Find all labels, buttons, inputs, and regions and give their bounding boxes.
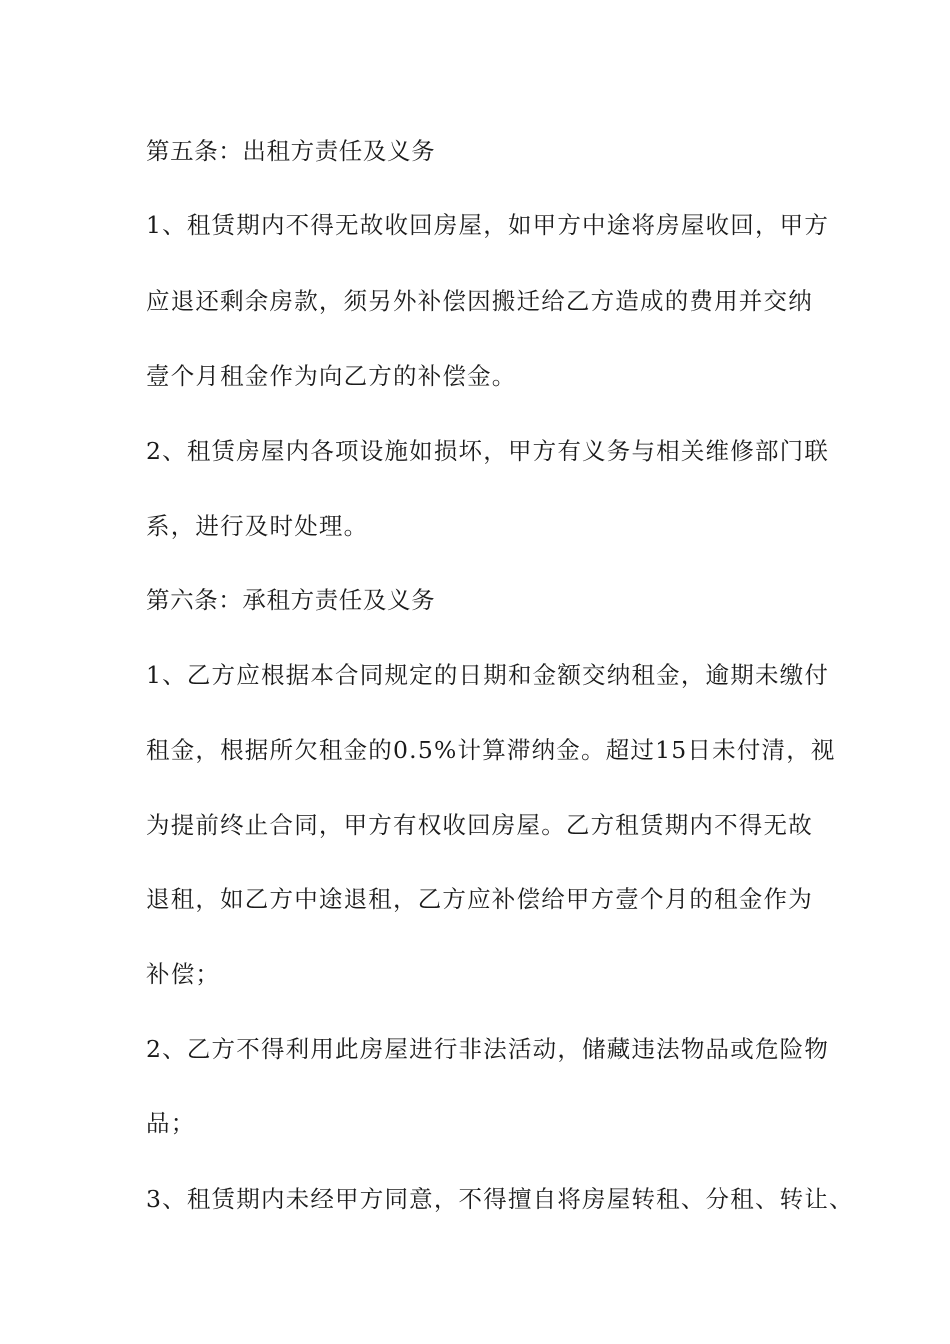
clause-6-2-line-2: 品； (146, 1109, 196, 1137)
clause-6-1-line-1: 1、乙方应根据本合同规定的日期和金额交纳租金，逾期未缴付 (146, 661, 830, 689)
clause-5-1-line-3: 壹个月租金作为向乙方的补偿金。 (146, 362, 517, 390)
clause-6-1-line-5: 补偿； (146, 960, 221, 988)
clause-6-1-line-3: 为提前终止合同，甲方有权收回房屋。乙方租赁期内不得无故 (146, 811, 813, 839)
section-heading-5: 第五条：出租方责任及义务 (146, 137, 436, 165)
clause-6-1-line-4: 退租，如乙方中途退租，乙方应补偿给甲方壹个月的租金作为 (146, 885, 813, 913)
clause-5-1-line-2: 应退还剩余房款，须另外补偿因搬迁给乙方造成的费用并交纳 (146, 287, 813, 315)
clause-6-2-line-1: 2、乙方不得利用此房屋进行非法活动，储藏违法物品或危险物 (146, 1035, 830, 1063)
clause-5-2-line-1: 2、租赁房屋内各项设施如损坏，甲方有义务与相关维修部门联 (146, 437, 830, 465)
clause-6-3-line-1: 3、租赁期内未经甲方同意，不得擅自将房屋转租、分租、转让、 (146, 1185, 854, 1213)
clause-5-2-line-2: 系，进行及时处理。 (146, 512, 369, 540)
clause-6-1-line-2: 租金，根据所欠租金的0.5%计算滞纳金。超过15日未付清，视 (146, 736, 836, 764)
section-heading-6: 第六条：承租方责任及义务 (146, 586, 436, 614)
clause-5-1-line-1: 1、租赁期内不得无故收回房屋，如甲方中途将房屋收回，甲方 (146, 211, 830, 239)
